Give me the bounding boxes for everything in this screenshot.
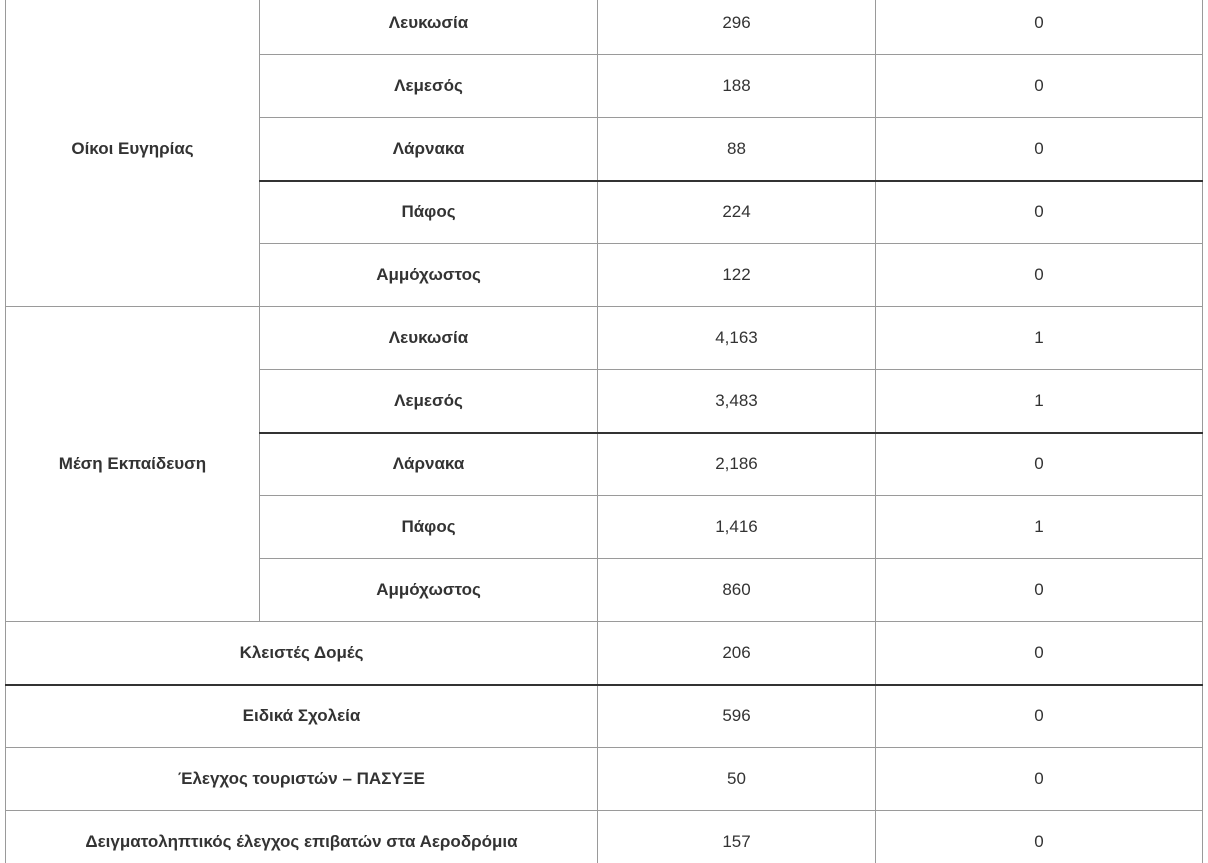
table-row: [6, 0, 1203, 55]
tests-cell: 596: [598, 685, 876, 748]
category-cell: Δειγματοληπτικός έλεγχος επιβατών στα Αεροδρόμια: [6, 811, 598, 863]
table-row: [6, 622, 1203, 685]
district-cell: Λάρνακα: [260, 433, 598, 496]
district-cell: Λευκωσία: [260, 307, 598, 370]
positive-cell: 0: [876, 559, 1203, 622]
district-cell: Λάρνακα: [260, 118, 598, 181]
positive-cell: 0: [876, 433, 1203, 496]
tests-cell: 860: [598, 559, 876, 622]
positive-cell: 0: [876, 622, 1203, 685]
category-cell: Κλειστές Δομές: [6, 622, 598, 685]
positive-cell: 0: [876, 181, 1203, 244]
district-cell: Λευκωσία: [260, 0, 598, 55]
positive-cell: 0: [876, 685, 1203, 748]
district-cell: Αμμόχωστος: [260, 559, 598, 622]
positive-cell: 0: [876, 55, 1203, 118]
tests-cell: 122: [598, 244, 876, 307]
tests-cell: 188: [598, 55, 876, 118]
positive-cell: 1: [876, 307, 1203, 370]
tests-cell: 50: [598, 748, 876, 811]
positive-cell: 0: [876, 244, 1203, 307]
group-label: Μέση Εκπαίδευση: [6, 307, 260, 622]
table-row: [6, 307, 1203, 370]
tests-cell: 157: [598, 811, 876, 863]
positive-cell: 0: [876, 811, 1203, 863]
district-cell: Λεμεσός: [260, 370, 598, 433]
tests-cell: 1,416: [598, 496, 876, 559]
table-row: [6, 685, 1203, 748]
district-cell: Πάφος: [260, 496, 598, 559]
positive-cell: 1: [876, 496, 1203, 559]
positive-cell: 0: [876, 748, 1203, 811]
district-cell: Αμμόχωστος: [260, 244, 598, 307]
results-table: [5, 0, 1203, 863]
tests-cell: 3,483: [598, 370, 876, 433]
category-cell: Έλεγχος τουριστών – ΠΑΣΥΞΕ: [6, 748, 598, 811]
positive-cell: 0: [876, 0, 1203, 55]
tests-cell: 224: [598, 181, 876, 244]
table-row: [6, 811, 1203, 863]
positive-cell: 1: [876, 370, 1203, 433]
tests-cell: 296: [598, 0, 876, 55]
tests-cell: 4,163: [598, 307, 876, 370]
tests-cell: 206: [598, 622, 876, 685]
district-cell: Πάφος: [260, 181, 598, 244]
group-label: Οίκοι Ευγηρίας: [6, 0, 260, 307]
tests-cell: 88: [598, 118, 876, 181]
tests-cell: 2,186: [598, 433, 876, 496]
table-row: [6, 748, 1203, 811]
district-cell: Λεμεσός: [260, 55, 598, 118]
positive-cell: 0: [876, 118, 1203, 181]
category-cell: Ειδικά Σχολεία: [6, 685, 598, 748]
